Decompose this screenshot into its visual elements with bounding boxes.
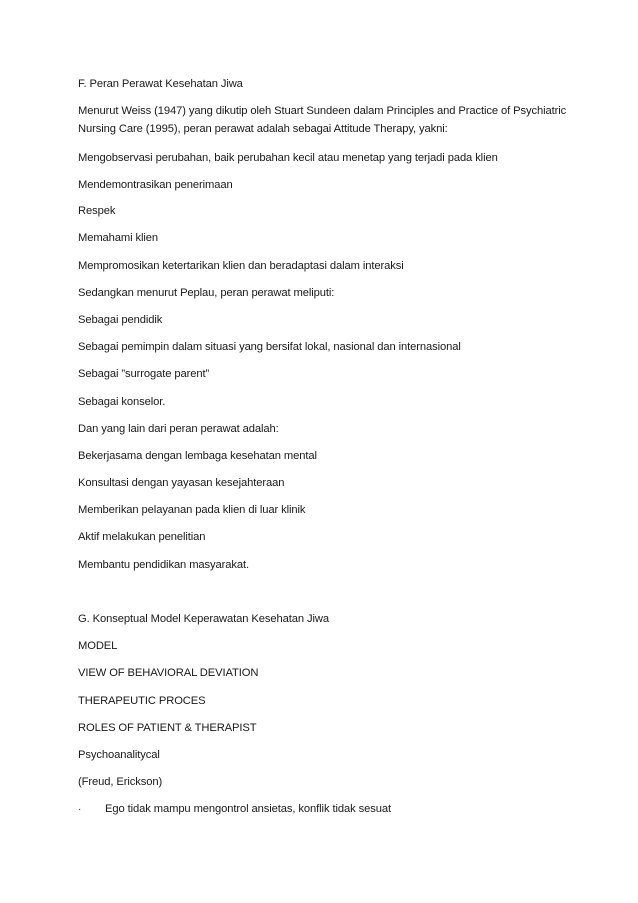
weiss-item: Respek (78, 205, 116, 217)
table-column-header: ROLES OF PATIENT & THERAPIST (78, 722, 257, 734)
table-column-header: MODEL (78, 640, 118, 652)
bullet-point: · (78, 804, 82, 815)
section-f-intro: Menurut Weiss (1947) yang dikutip oleh Stuart Sundeen dalam Principles and Practice of Psychiatric Nursing Care (1995), peran perawat adalah sebagai Attitude Therapy, yakni: (78, 105, 567, 135)
weiss-item: Mengobservasi perubahan, baik perubahan kecil atau menetap yang terjadi pada klien (78, 152, 498, 164)
peplau-intro: Sedangkan menurut Peplau, peran perawat meliputi: (78, 287, 335, 299)
other-role-item: Konsultasi dengan yayasan kesejahteraan (78, 477, 285, 489)
section-f-heading: F. Peran Perawat Kesehatan Jiwa (78, 78, 243, 90)
table-column-header: THERAPEUTIC PROCES (78, 695, 206, 707)
other-role-item: Bekerjasama dengan lembaga kesehatan mental (78, 450, 317, 462)
peplau-item: Sebagai pendidik (78, 314, 163, 326)
other-role-item: Aktif melakukan penelitian (78, 531, 206, 543)
weiss-item: Mendemontrasikan penerimaan (78, 179, 233, 191)
peplau-item: Sebagai ”surrogate parent” (78, 368, 210, 380)
weiss-item: Memahami klien (78, 232, 159, 244)
table-column-header: VIEW OF BEHAVIORAL DEVIATION (78, 667, 259, 679)
other-roles-intro: Dan yang lain dari peran perawat adalah: (78, 423, 279, 435)
weiss-item: Mempromosikan ketertarikan klien dan beradaptasi dalam interaksi (78, 260, 404, 272)
other-role-item: Membantu pendidikan masyarakat. (78, 559, 250, 571)
model-name: Psychoanalitycal (78, 749, 160, 761)
other-role-item: Memberikan pelayanan pada klien di luar klinik (78, 504, 306, 516)
peplau-item: Sebagai konselor. (78, 396, 166, 408)
model-authors: (Freud, Erickson) (78, 776, 163, 788)
bullet-list-item (78, 800, 598, 819)
bullet-text: Ego tidak mampu mengontrol ansietas, konflik tidak sesuat (105, 803, 391, 815)
section-g-heading: G. Konseptual Model Keperawatan Kesehatan Jiwa (78, 613, 330, 625)
peplau-item: Sebagai pemimpin dalam situasi yang bersifat lokal, nasional dan internasional (78, 341, 461, 353)
